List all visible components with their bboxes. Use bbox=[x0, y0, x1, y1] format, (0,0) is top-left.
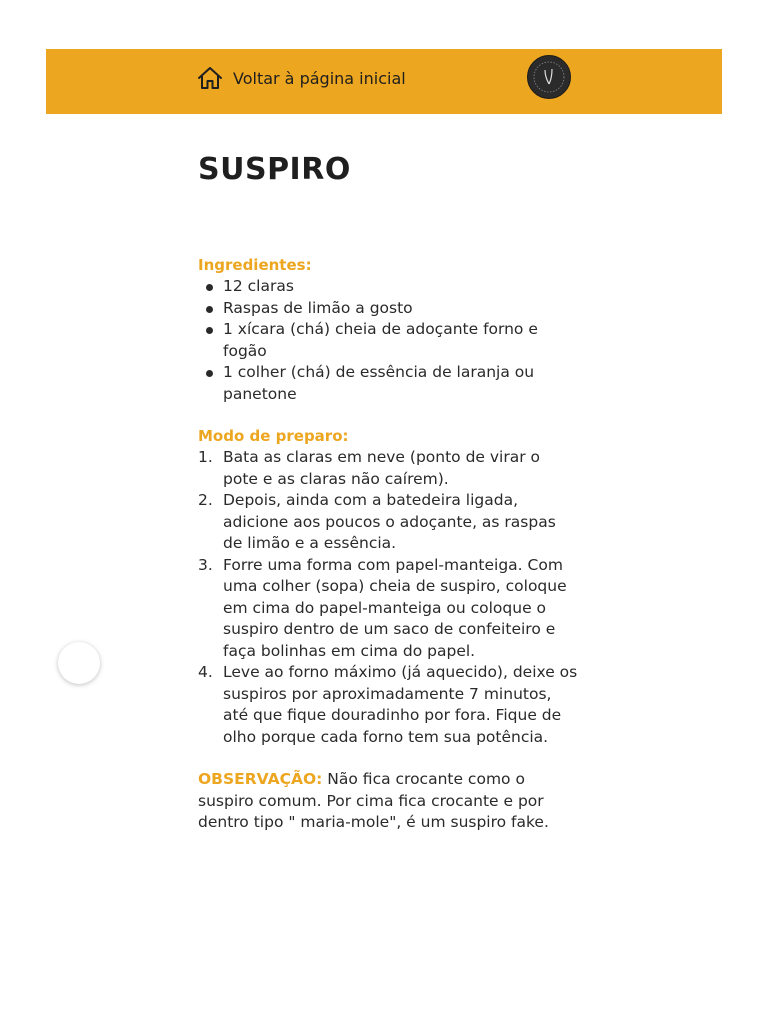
ingredients-section bbox=[198, 255, 578, 405]
home-icon bbox=[197, 65, 223, 91]
observation-text: Não fica crocante como o suspiro comum. Por cima fica crocante e por dentro tipo " maria-mole", é um suspiro fake. bbox=[198, 770, 549, 831]
floating-action-button[interactable] bbox=[58, 642, 100, 684]
list-item: Depois, ainda com a batedeira ligada, adicione aos poucos o adoçante, as raspas de limão e a essência. bbox=[223, 491, 556, 552]
home-link-label: Voltar à página inicial bbox=[233, 68, 406, 88]
observation-paragraph bbox=[198, 769, 578, 834]
method-section bbox=[198, 426, 578, 748]
method-label: Modo de preparo: bbox=[198, 427, 349, 445]
list-item: 1 colher (chá) de essência de laranja ou panetone bbox=[198, 362, 578, 405]
list-item: Raspas de limão a gosto bbox=[198, 298, 578, 320]
observation-label: OBSERVAÇÃO: bbox=[198, 770, 323, 788]
list-item: 12 claras bbox=[198, 276, 578, 298]
steps-list bbox=[198, 447, 578, 748]
list-item: Leve ao forno máximo (já aquecido), deixe os suspiros por aproximadamente 7 minutos, até que fique douradinho por fora. Fique de olho porque cada forno tem sua potência. bbox=[223, 663, 578, 746]
list-item: Forre uma forma com papel-manteiga. Com uma colher (sopa) cheia de suspiro, coloque em cima do papel-manteiga ou coloque o suspiro dentro de um saco de confeiteiro e faça bolinhas em cima do papel. bbox=[223, 555, 567, 660]
recipe-content bbox=[198, 140, 578, 849]
page-title: SUSPIRO bbox=[198, 152, 351, 187]
ingredients-list bbox=[198, 276, 578, 405]
top-header-bar bbox=[46, 49, 722, 114]
ingredients-label: Ingredientes: bbox=[198, 256, 312, 274]
list-item: Bata as claras em neve (ponto de virar o pote e as claras não caírem). bbox=[223, 448, 541, 488]
back-to-home-link[interactable] bbox=[197, 63, 406, 93]
list-item: 1 xícara (chá) cheia de adoçante forno e fogão bbox=[198, 319, 578, 362]
brand-logo[interactable] bbox=[527, 55, 571, 99]
